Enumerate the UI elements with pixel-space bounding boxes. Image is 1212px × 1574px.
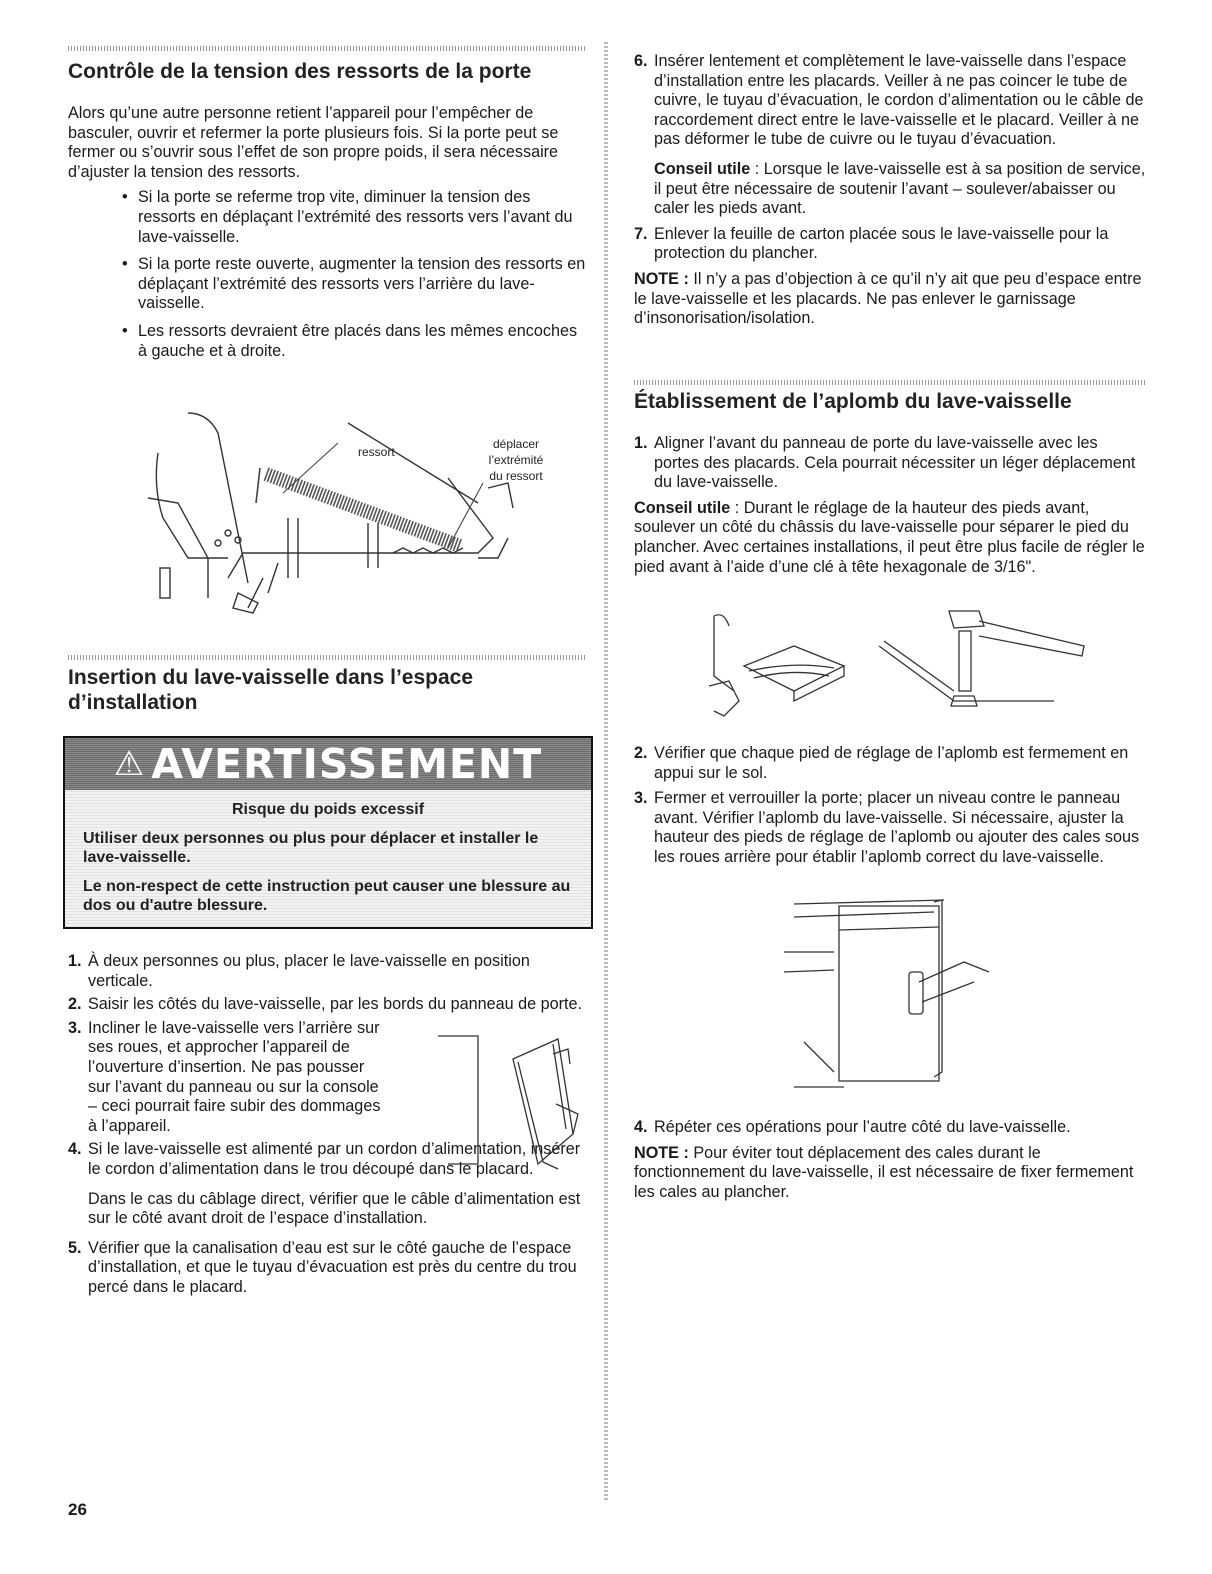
- warning-triangle-icon: ⚠: [113, 744, 146, 784]
- step-item: 2. Vérifier que chaque pied de réglage de l’aplomb est fermement en appui sur le sol.: [634, 744, 1129, 782]
- section-title-leveling: Établissement de l’aplomb du lave-vaisselle: [634, 390, 1072, 413]
- warning-risk: Risque du poids excessif: [231, 801, 425, 818]
- paragraph-intro: Alors qu’une autre personne retient l’appareil pour l’empêcher de basculer, ouvrir et refermer la porte plusieurs fois. Si la porte peut se fermer ou s’ouvrir sous l’effet de son propre poids, il sera nécessaire d’ajuster la tension des ressorts.: [68, 104, 559, 181]
- column-divider: [604, 42, 608, 1502]
- warning-body: [65, 790, 591, 927]
- bullet-item: • Si la porte reste ouverte, augmenter la tension des ressorts en déplaçant l’extrémité des ressorts vers l’arrière du lave-vaisselle.: [118, 255, 586, 314]
- spring-figure: [148, 408, 548, 618]
- page-number: 26: [68, 1500, 87, 1519]
- step-item: 6. Insérer lentement et complètement le lave-vaisselle dans l’espace d’installation entre les placards. Veiller à ne pas coincer le tube de cuivre, le tuyau d’évacuation, le cordon d’alimentation ou le câble de raccordement direct entre le lave-vaisselle et le placard. Veiller à ne pas déformer le tube de cuivre ou le tuyau d’évacuation.: [634, 52, 1144, 149]
- leveling-tools-figure: [694, 606, 1094, 726]
- warning-line-1: Utiliser deux personnes ou plus pour déplacer et installer le lave-vaisselle.: [83, 830, 539, 866]
- label-move-2: l’extrémité: [488, 453, 544, 467]
- step-item: 1. À deux personnes ou plus, placer le lave-vaisselle en position verticale.: [68, 952, 530, 990]
- step-item: 5. Vérifier que la canalisation d’eau est sur le côté gauche de l’espace d’installation, et que le tuyau d’évacuation est près du centre du trou percé dans le placard.: [68, 1238, 577, 1296]
- warning-title: AVERTISSEMENT: [151, 740, 543, 788]
- tilt-figure: [438, 1034, 588, 1174]
- section-title-door-spring: Contrôle de la tension des ressorts de la porte: [68, 60, 532, 83]
- section-rule: [634, 380, 1146, 385]
- bullet-item: • Si la porte se referme trop vite, diminuer la tension des ressorts en déplaçant l’extrémité des ressorts vers l’avant du lave-vaisselle.: [118, 188, 586, 247]
- note-paragraph: NOTE : Il n’y a pas d’objection à ce qu’il n’y ait que peu d’espace entre le lave-vaisselle et les placards. Ne pas enlever le garnissage d’insonorisation/isolation.: [634, 269, 1142, 328]
- step-item: 2. Saisir les côtés du lave-vaisselle, par les bords du panneau de porte.: [68, 995, 583, 1014]
- section-rule: [68, 655, 586, 660]
- bullet-item: • Les ressorts devraient être placés dans les mêmes encoches à gauche et à droite.: [118, 322, 586, 361]
- section-rule: [68, 46, 586, 51]
- note-paragraph: NOTE : Pour éviter tout déplacement des cales durant le fonctionnement du lave-vaisselle, il est nécessaire de fixer fermement les cales au plancher.: [634, 1143, 1134, 1201]
- level-check-figure: [784, 892, 994, 1102]
- label-move-1: déplacer: [492, 437, 540, 451]
- step-item: 4. Si le lave-vaisselle est alimenté par un cordon d’alimentation, insérer le cordon d’alimentation dans le trou découpé dans le placard.: [68, 1140, 581, 1178]
- step-note: Dans le cas du câblage direct, vérifier que le câble d’alimentation est sur le côté avant droit de l’espace d’installation.: [88, 1189, 581, 1228]
- svg-text:ressort: ressort: [358, 445, 395, 459]
- warning-line-2: Le non-respect de cette instruction peut causer une blessure au dos ou d'autre blessure.: [83, 878, 571, 914]
- warning-header: [65, 738, 591, 790]
- tip-paragraph: Conseil utile : Durant le réglage de la hauteur des pieds avant, soulever un côté du châssis du lave-vaisselle pour séparer le pied du plancher. Avec certaines installations, il peut être plus facile de régler le pied avant à l’aide d’une clé à tête hexagonale de 3/16".: [634, 498, 1145, 576]
- tip-paragraph: Conseil utile : Lorsque le lave-vaisselle est à sa position de service, il peut être nécessaire de soutenir l’avant – soulever/abaisser ou caler les pieds avant.: [654, 159, 1146, 218]
- step-item: 3. Incliner le lave-vaisselle vers l’arrière sur ses roues, et approcher l’appareil de l’ouverture d’insertion. Ne pas pousser sur l’avant du panneau ou sur la console – ceci pourrait faire subir des dommages à l’appareil.: [68, 1018, 381, 1135]
- label-move-3: du ressort: [489, 469, 543, 483]
- section-title-insertion: [68, 665, 586, 715]
- warning-box: [63, 736, 593, 929]
- title-line-2: d’installation: [68, 691, 198, 714]
- step-item: 7. Enlever la feuille de carton placée sous le lave-vaisselle pour la protection du plancher.: [634, 224, 1109, 263]
- step-item: 4. Répéter ces opérations pour l’autre côté du lave-vaisselle.: [634, 1118, 1071, 1136]
- title-line-1: Insertion du lave-vaisselle dans l’espace: [68, 666, 474, 689]
- step-item: 3. Fermer et verrouiller la porte; placer un niveau contre le panneau avant. Vérifier l’aplomb du lave-vaisselle. Si nécessaire, ajuster la hauteur des pieds de réglage de l’aplomb ou ajouter des cales sous les roues arrière pour établir l’aplomb correct du lave-vaisselle.: [634, 789, 1140, 866]
- step-item: 1. Aligner l’avant du panneau de porte du lave-vaisselle avec les portes des placards. Cela pourrait nécessiter un léger déplacement du lave-vaisselle.: [634, 434, 1136, 492]
